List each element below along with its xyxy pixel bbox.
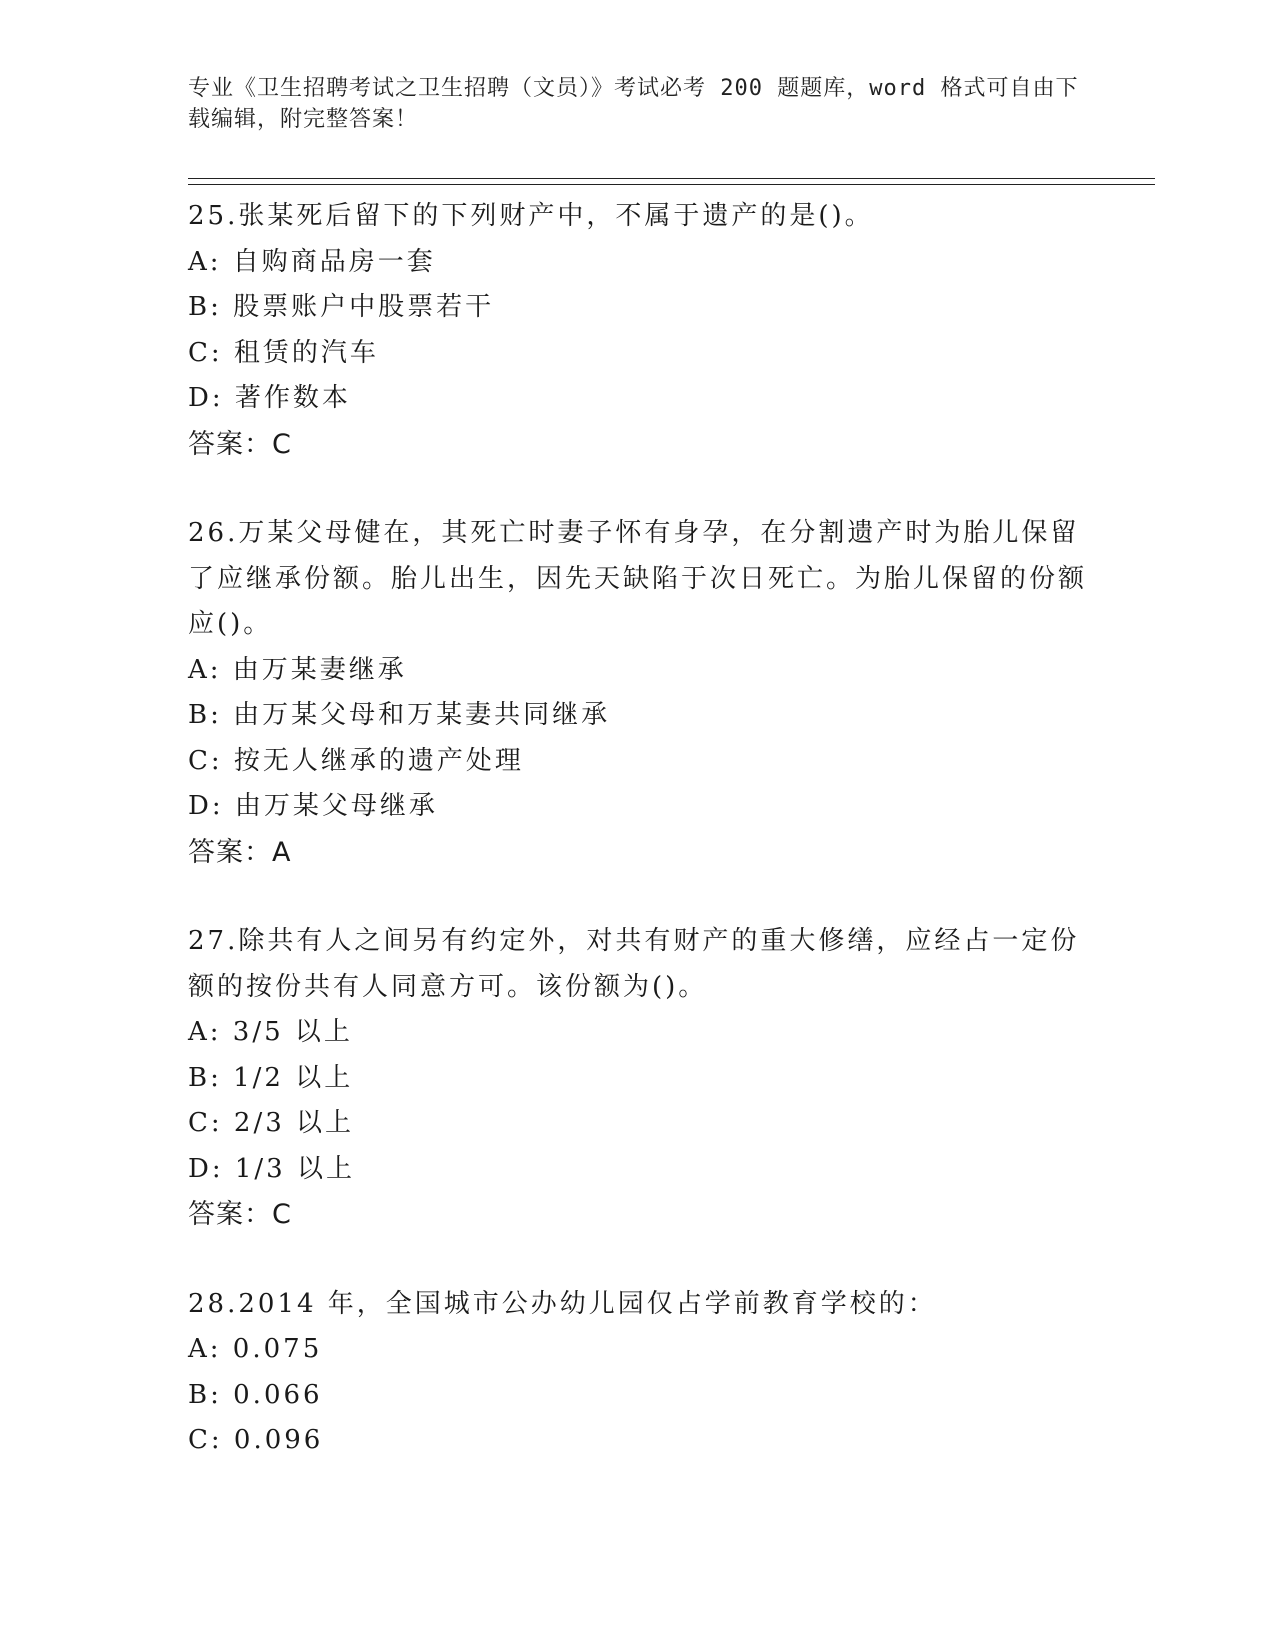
option-a: A: 3/5 以上	[188, 1017, 353, 1047]
option-a: A: 自购商品房一套	[188, 246, 436, 277]
header-divider-top	[188, 178, 1155, 179]
question-25	[188, 194, 1088, 467]
question-28	[188, 1282, 1088, 1464]
option-d: D: 1/3 以上	[188, 1153, 355, 1184]
option-a: A: 由万某妻继承	[188, 654, 407, 685]
option-b: B: 0.066	[188, 1379, 323, 1410]
answer-line: 答案：A	[188, 836, 292, 868]
question-stem: 27.除共有人之间另有约定外，对共有财产的重大修缮，应经占一定份额的按份共有人同意方可。该份额为()。	[188, 926, 1080, 1002]
header-divider-bottom	[188, 184, 1155, 185]
option-c: C: 按无人继承的遗产处理	[188, 745, 524, 776]
option-b: B: 1/2 以上	[188, 1062, 354, 1093]
question-27	[188, 919, 1088, 1238]
question-stem: 28.2014 年，全国城市公办幼儿园仅占学前教育学校的：	[188, 1288, 937, 1319]
option-a: A: 0.075	[188, 1334, 323, 1364]
question-list	[188, 194, 1088, 1508]
option-c: C: 租赁的汽车	[188, 337, 379, 368]
option-d: D: 由万某父母继承	[188, 791, 438, 821]
option-c: C: 2/3 以上	[188, 1108, 355, 1138]
document-header: 专业《卫生招聘考试之卫生招聘（文员）》考试必考 200 题题库，word 格式可自由下载编辑，附完整答案！	[188, 76, 1079, 132]
option-b: B: 由万某父母和万某妻共同继承	[188, 700, 611, 730]
answer-line: 答案：C	[188, 1199, 292, 1230]
option-b: B: 股票账户中股票若干	[188, 292, 495, 322]
option-d: D: 著作数本	[188, 383, 351, 413]
question-26	[188, 511, 1088, 875]
question-stem: 26.万某父母健在，其死亡时妻子怀有身孕，在分割遗产时为胎儿保留了应继承份额。胎儿出生，因先天缺陷于次日死亡。为胎儿保留的份额应()。	[188, 518, 1088, 639]
option-c: C: 0.096	[188, 1425, 324, 1455]
question-stem: 25.张某死后留下的下列财产中，不属于遗产的是()。	[188, 201, 874, 231]
answer-line: 答案：C	[188, 428, 292, 460]
